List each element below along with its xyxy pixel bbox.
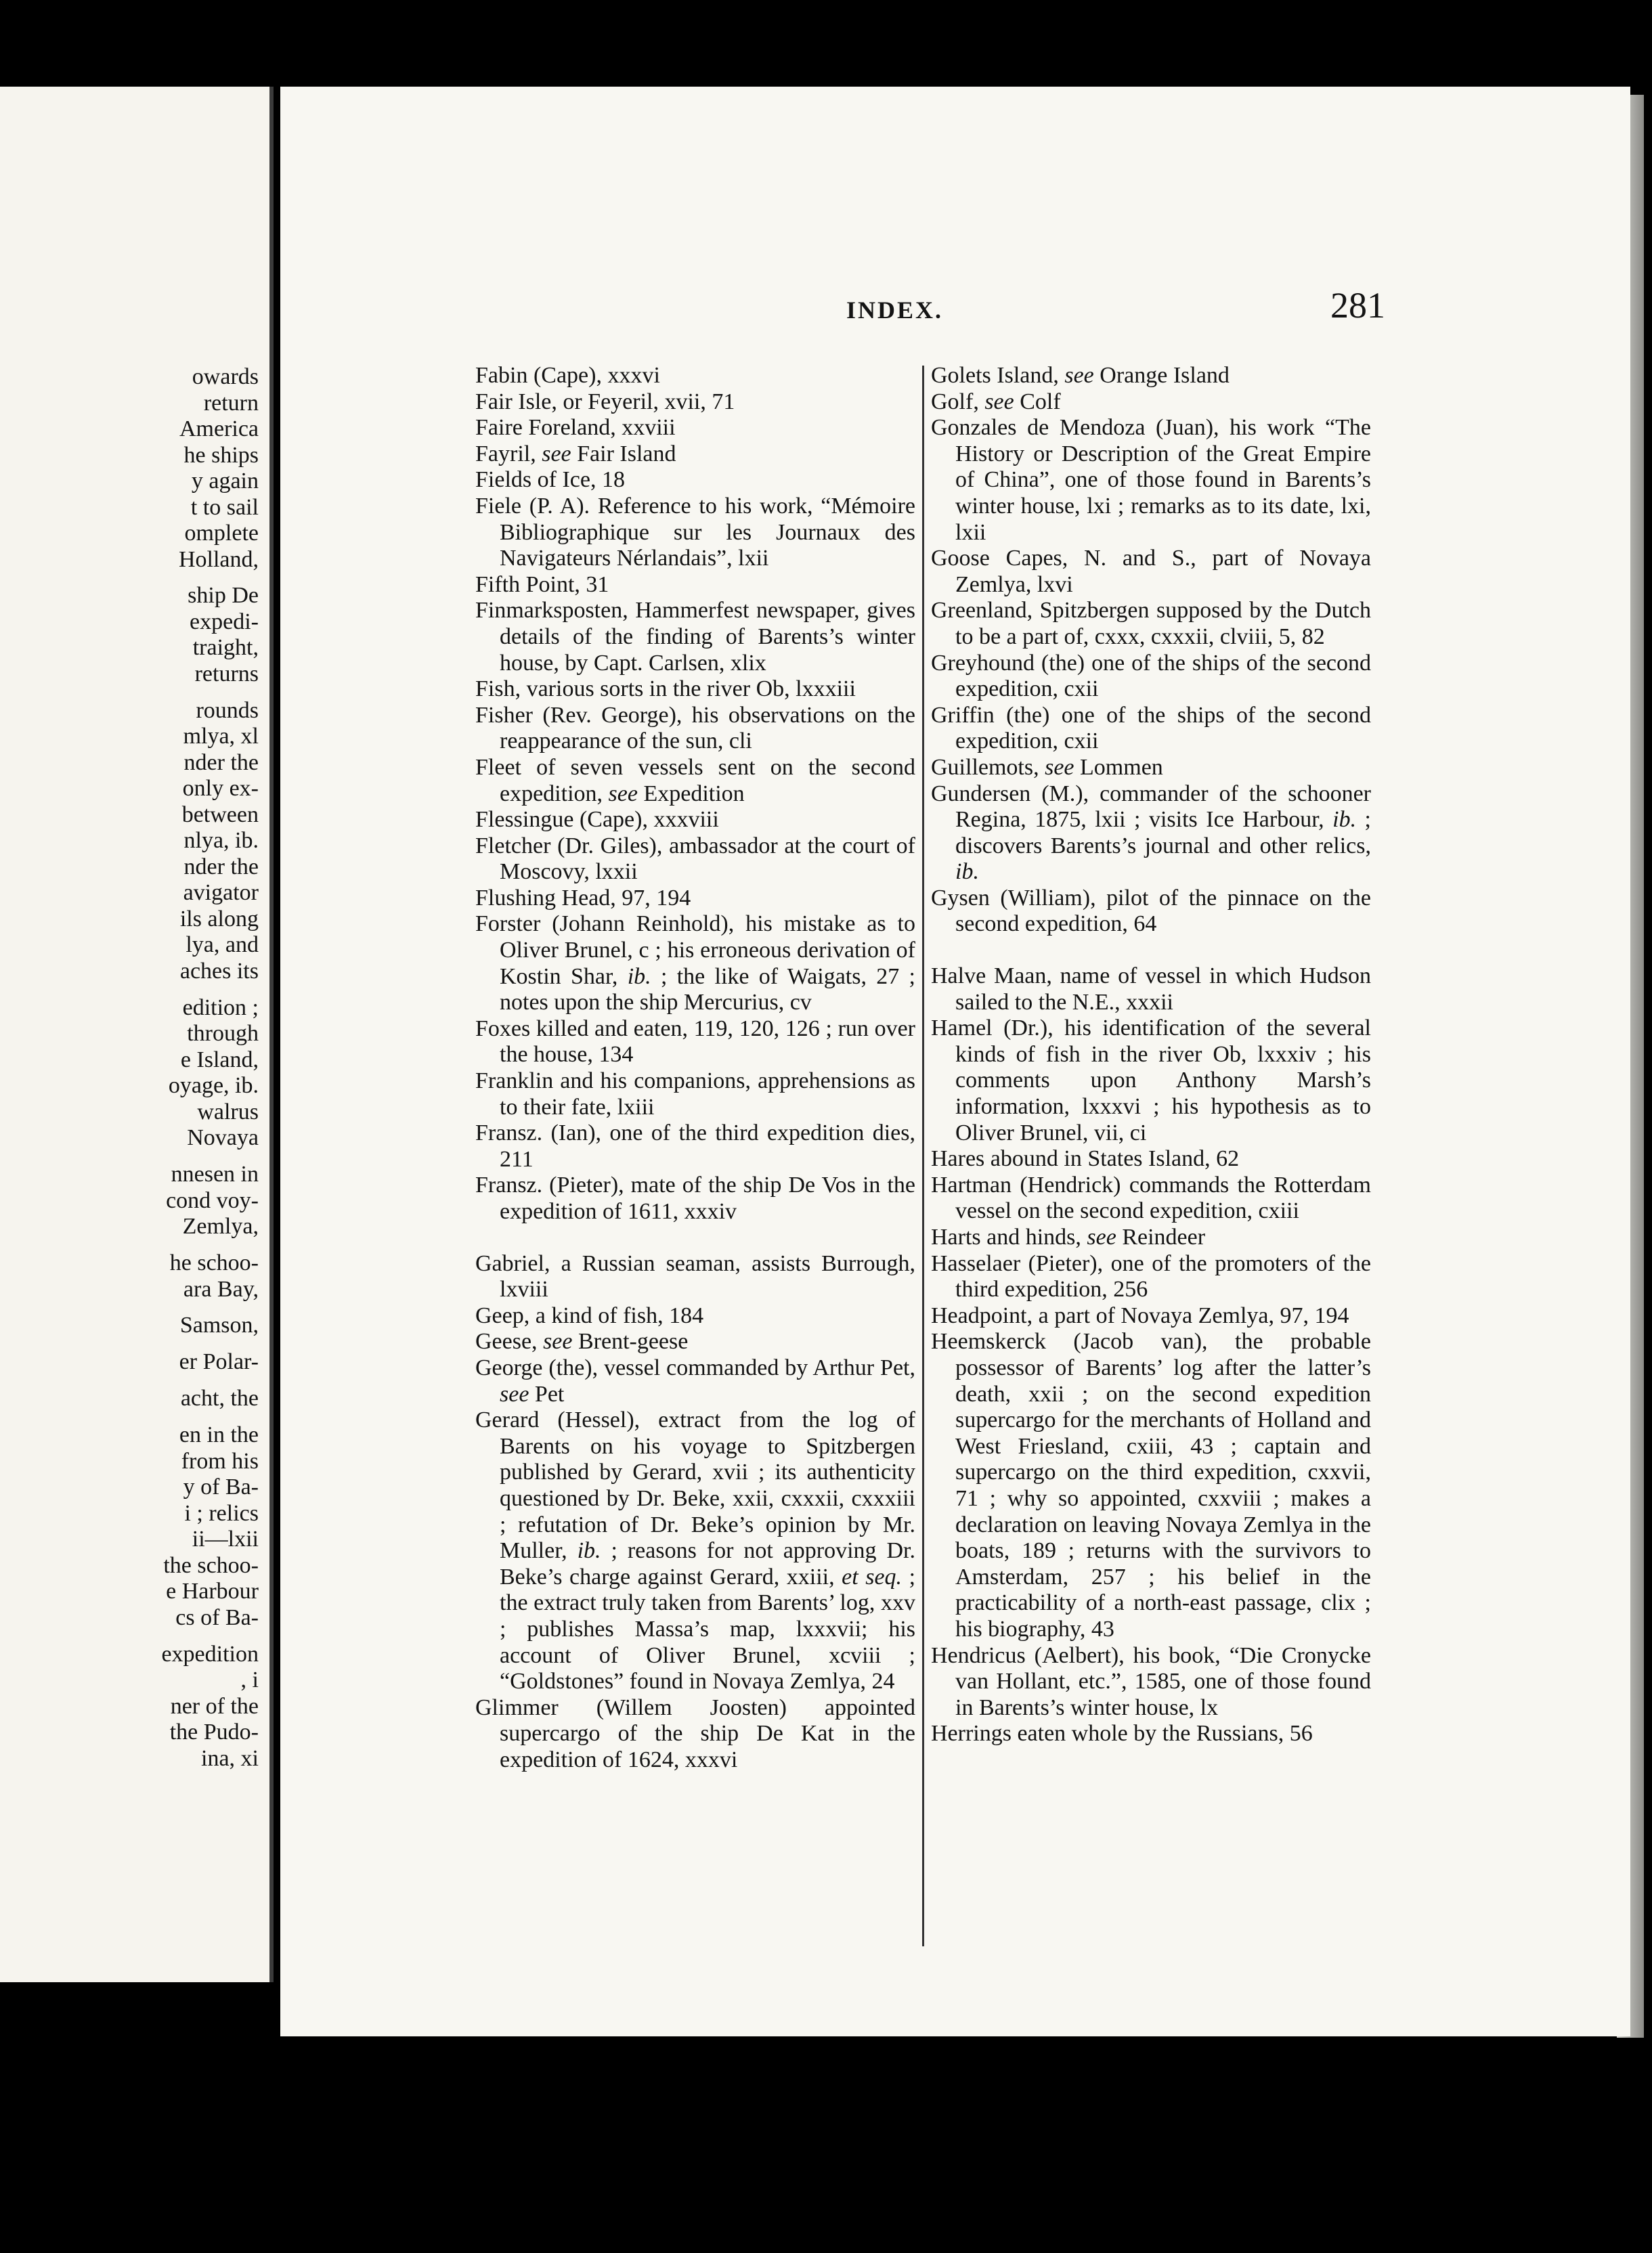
index-entry: Gerard (Hessel), extract from the log of Barents on his voyage to Spitzbergen published by Gerard, xvii ; its authenticity questioned by Dr. Beke, xxii, cxxxii, cxxxiii ; refutation of Dr. Beke’s opinion by Mr. Muller, ib. ; reasons for not approving Dr. Beke’s charge against Gerard, xxiii, et seq. ; the extract truly taken from Barents’ log, xxv ; publishes Massa’s map, lxxxvii; his account of Oliver Brunel, xcviii ; “Goldstones” found in Novaya Zemlya, 24 — [475, 1407, 916, 1694]
facing-page-text-fragment: return — [203, 390, 259, 416]
facing-page-text-fragment: ner of the — [170, 1693, 259, 1719]
index-entry: Greenland, Spitzbergen supposed by the Dutch to be a part of, cxxx, cxxxii, clviii, 5, 82 — [931, 598, 1371, 649]
index-entry: George (the), vessel commanded by Arthur Pet, see Pet — [475, 1355, 915, 1407]
facing-page — [0, 87, 274, 1982]
index-entry: Foxes killed and eaten, 119, 120, 126 ; run over the house, 134 — [475, 1015, 915, 1068]
index-entry: Flushing Head, 97, 194 — [475, 885, 691, 911]
facing-page-text-fragment: mlya, xl — [183, 724, 259, 749]
facing-page-text-fragment: through — [187, 1021, 259, 1047]
facing-page-text-fragment: owards — [192, 364, 259, 389]
index-entry: Fifth Point, 31 — [475, 571, 609, 597]
facing-page-text-fragment: nlya, ib. — [183, 828, 259, 854]
facing-page-text-fragment: oyage, ib. — [168, 1073, 259, 1099]
facing-page-text-fragment: he schoo- — [169, 1250, 259, 1275]
facing-page-text-fragment: lya, and — [186, 932, 259, 958]
facing-page-text-fragment: returns — [194, 661, 259, 686]
index-entry: Glimmer (Willem Joosten) appointed supercargo of the ship De Kat in the expedition of 1624, xxxvi — [475, 1694, 915, 1772]
facing-page-text-fragment: ii—lxii — [192, 1527, 259, 1552]
index-entry: Fair Isle, or Feyeril, xvii, 71 — [475, 389, 735, 414]
facing-page-text-fragment: avigator — [183, 880, 259, 906]
index-entry: Fisher (Rev. George), his observations on the reappearance of the sun, cli — [475, 702, 915, 754]
index-entry: Hamel (Dr.), his identification of the several kinds of fish in the river Ob, lxxxiv ; his comments upon Anthony Marsh’s information, lxxxvi ; his hypothesis as to Oliver Brunel, vii, ci — [931, 1015, 1371, 1145]
facing-page-text-fragment: i ; relics — [184, 1500, 259, 1526]
index-entry: Goose Capes, N. and S., part of Novaya Zemlya, lxvi — [931, 546, 1371, 597]
index-entry: Halve Maan, name of vessel in which Hudson sailed to the N.E., xxxii — [931, 963, 1371, 1015]
index-entry: Gonzales de Mendoza (Juan), his work “The History or Description of the Great Empire of China”, one of those found in Barents’s winter house, lxi ; remarks as to its date, lxi, lxii — [931, 415, 1371, 545]
index-entry: Faire Foreland, xxviii — [475, 415, 676, 441]
index-entry: Hartman (Hendrick) commands the Rotterdam vessel on the second expedition, cxiii — [931, 1172, 1371, 1224]
facing-page-text-fragment: acht, the — [180, 1386, 259, 1412]
facing-page-text-fragment: ina, xi — [201, 1745, 259, 1771]
facing-page-text-fragment: er Polar- — [179, 1349, 259, 1375]
facing-page-text-fragment: walrus — [197, 1099, 259, 1124]
index-entry: Fiele (P. A). Reference to his work, “Mémoire Bibliographique sur les Journaux des Navigateurs Nérlandais”, lxii — [475, 493, 915, 571]
facing-page-text-fragment: t to sail — [190, 494, 259, 520]
index-entry: Forster (Johann Reinhold), his mistake as to Oliver Brunel, c ; his erroneous derivation of Kostin Shar, ib. ; the like of Waigats, 27 ; notes upon the ship Mercurius, cv — [475, 911, 915, 1015]
index-entry: Fields of Ice, 18 — [475, 467, 625, 493]
index-entry: Heemskerck (Jacob van), the probable possessor of Barents’ log after the latter’s death, xxii ; on the second expedition supercargo for the merchants of Holland and West Friesland, cxiii, 43 ; captain and supercargo on the third expedition, cxxvii, 71 ; why so appointed, cxxviii ; makes a declaration on leaving Novaya Zemlya in the boats, 189 ; returns with the survivors to Amsterdam, 257 ; his belief in the practicability of a north-east passage, clix ; his biography, 43 — [931, 1329, 1371, 1642]
index-entry: Gysen (William), pilot of the pinnace on the second expedition, 64 — [931, 885, 1371, 937]
facing-page-text-fragment: Zemlya, — [182, 1214, 259, 1240]
facing-page-text-fragment: e Harbour — [166, 1579, 259, 1604]
facing-page-text-fragment: traight, — [192, 635, 259, 661]
index-entry: Golf, see Colf — [931, 389, 1061, 414]
facing-page-text-fragment: nnesen in — [171, 1162, 259, 1187]
page-title: INDEX. — [846, 297, 944, 324]
facing-page-text-fragment: y of Ba- — [183, 1474, 259, 1500]
index-entry: Harts and hinds, see Reindeer — [931, 1225, 1206, 1250]
facing-page-text-fragment: y again — [191, 468, 259, 494]
index-entry: Geese, see Brent-geese — [475, 1329, 689, 1355]
index-entry: Fish, various sorts in the river Ob, lxxxiii — [475, 676, 856, 702]
facing-page-text-fragment: , i — [240, 1667, 259, 1692]
index-column-right — [931, 363, 1371, 1747]
facing-page-text-fragment: en in the — [179, 1422, 259, 1448]
index-entry: Finmarksposten, Hammerfest newspaper, gives details of the finding of Barents’s winter house, by Capt. Carlsen, xlix — [475, 598, 915, 676]
facing-page-text-fragment: only ex- — [182, 776, 259, 802]
column-divider — [922, 366, 924, 1946]
letter-section-gap — [475, 1225, 915, 1251]
facing-page-text-fragment: expedi- — [190, 609, 259, 634]
index-entry: Geep, a kind of fish, 184 — [475, 1303, 704, 1328]
index-entry: Fransz. (Pieter), mate of the ship De Vos in the expedition of 1611, xxxiv — [475, 1173, 915, 1224]
index-entry: Hendricus (Aelbert), his book, “Die Cronycke van Hollant, etc.”, 1585, one of those found in Barents’s winter house, lx — [931, 1642, 1371, 1720]
facing-page-text-fragment: cond voy- — [166, 1187, 259, 1213]
letter-section-gap — [931, 938, 1371, 963]
facing-page-text-fragment: nder the — [183, 854, 259, 879]
index-entry: Guillemots, see Lommen — [931, 754, 1163, 780]
facing-page-text-fragment: between — [181, 802, 259, 827]
index-entry: Golets Island, see Orange Island — [931, 363, 1230, 388]
index-entry: Gundersen (M.), commander of the schooner Regina, 1875, lxii ; visits Ice Harbour, ib. ; discovers Barents’s journal and other relics, ib. — [931, 781, 1371, 885]
page-number: 281 — [1330, 285, 1385, 326]
facing-page-text-fragment: the schoo- — [163, 1552, 259, 1578]
index-entry: Headpoint, a part of Novaya Zemlya, 97, 194 — [931, 1303, 1349, 1328]
index-entry: Fayril, see Fair Island — [475, 441, 676, 466]
facing-page-text-fragment: ship De — [188, 583, 259, 609]
facing-page-text-fragment: Samson, — [179, 1313, 259, 1338]
facing-page-text-fragment: aches its — [179, 958, 259, 984]
index-entry: Hasselaer (Pieter), one of the promoters of the third expedition, 256 — [931, 1250, 1371, 1303]
index-entry: Fleet of seven vessels sent on the second expedition, see Expedition — [475, 754, 915, 806]
facing-page-text-fragment: from his — [181, 1448, 259, 1474]
index-entry: Greyhound (the) one of the ships of the second expedition, cxii — [931, 650, 1371, 702]
facing-page-text-fragment: omplete — [184, 521, 259, 546]
index-entry: Fabin (Cape), xxxvi — [475, 363, 660, 388]
index-entry: Franklin and his companions, apprehensions as to their fate, lxiii — [475, 1068, 915, 1120]
facing-page-text-fragment: ara Bay, — [183, 1276, 259, 1302]
facing-page-text-fragment: ils along — [179, 906, 259, 932]
index-entry: Flessingue (Cape), xxxviii — [475, 807, 719, 833]
facing-page-text-fragment: Novaya — [187, 1125, 259, 1151]
index-entry: Herrings eaten whole by the Russians, 56 — [931, 1721, 1313, 1747]
index-entry: Fransz. (Ian), one of the third expedition dies, 211 — [475, 1120, 915, 1172]
facing-page-text-fragment: e Island, — [180, 1047, 259, 1072]
facing-page-text-fragment: Holland, — [178, 546, 259, 572]
facing-page-text-fragment: the Pudo- — [169, 1720, 259, 1745]
facing-page-text-fragment: he ships — [183, 442, 259, 468]
facing-page-text-fragment: edition ; — [182, 994, 259, 1020]
index-entry: Griffin (the) one of the ships of the second expedition, cxii — [931, 702, 1371, 754]
index-entry: Fletcher (Dr. Giles), ambassador at the court of Moscovy, lxxii — [475, 833, 915, 885]
facing-page-text-fragment: cs of Ba- — [175, 1604, 259, 1630]
facing-page-text-fragment: expedition — [161, 1641, 259, 1667]
facing-page-text-fragment: America — [179, 416, 259, 441]
facing-page-text-fragment: nder the — [183, 749, 259, 775]
index-entry: Gabriel, a Russian seaman, assists Burrough, lxviii — [475, 1250, 915, 1303]
facing-page-text-fragment: rounds — [196, 697, 259, 723]
index-column-left — [475, 363, 915, 1773]
index-entry: Hares abound in States Island, 62 — [931, 1146, 1240, 1172]
